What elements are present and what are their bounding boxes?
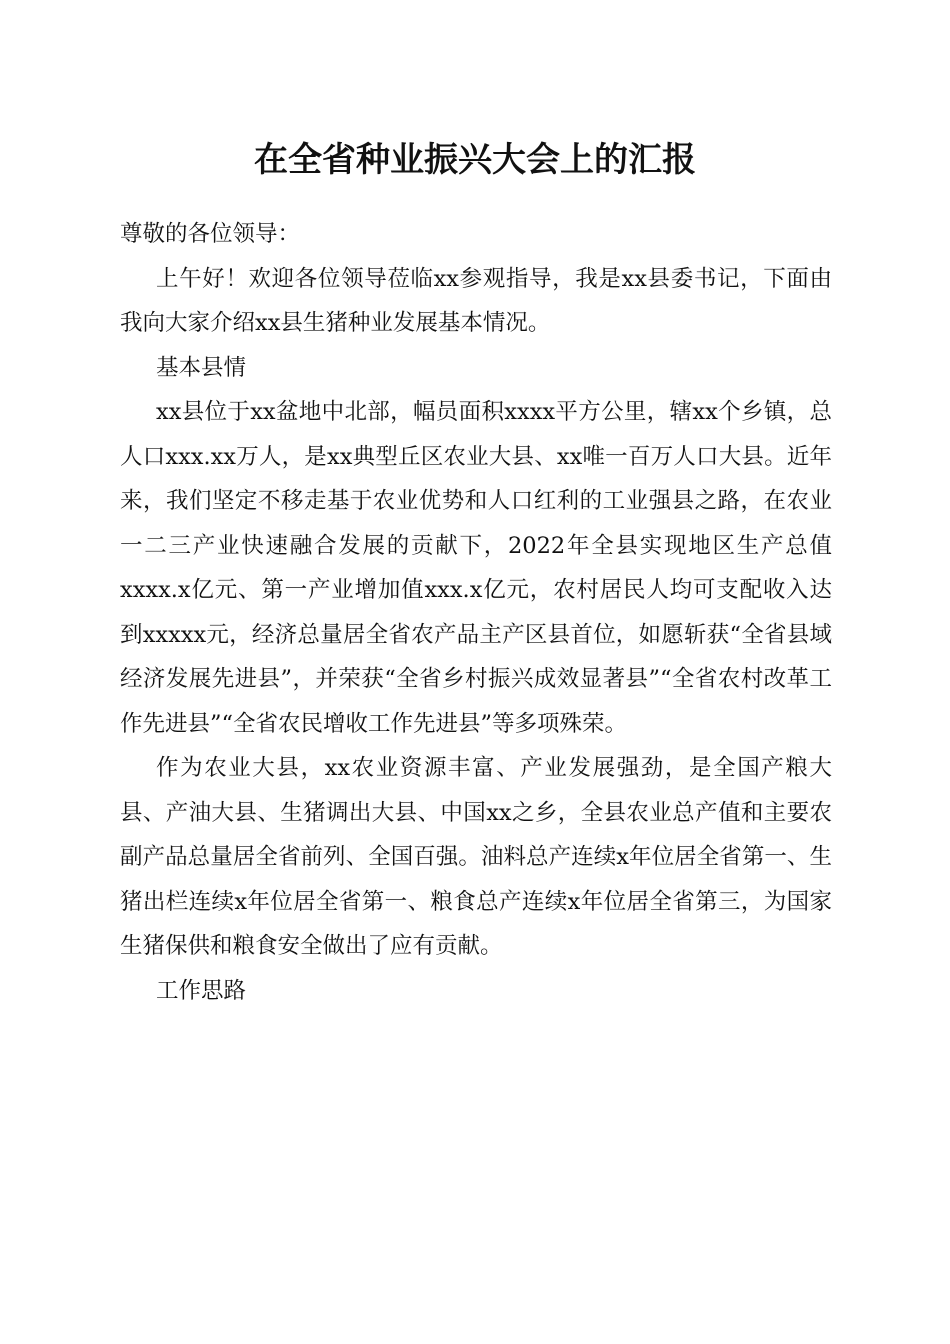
paragraph-agriculture: 作为农业大县，xx农业资源丰富、产业发展强劲，是全国产粮大县、产油大县、生猪调出大县、中国xx之乡，全县农业总产值和主要农副产品总量居全省前列、全国百强。油料总产连续x年位居全省第一、生猪出栏连续x年位居全省第一、粮食总产连续x年位居全省第三，为国家生猪保供和粮食安全做出了应有贡献。	[120, 755, 832, 959]
section-heading-basic-info: 基本县情	[156, 354, 247, 381]
document-body	[120, 212, 832, 1013]
salutation: 尊敬的各位领导：	[120, 221, 301, 247]
paragraph-county-overview: xx县位于xx盆地中北部，幅员面积xxxx平方公里，辖xx个乡镇，总人口xxx.xx万人，是xx典型丘区农业大县、xx唯一百万人口大县。近年来，我们坚定不移走基于农业优势和人口红利的工业强县之路，在农业一二三产业快速融合发展的贡献下，2022年全县实现地区生产总值xxxx.x亿元、第一产业增加值xxx.x亿元，农村居民人均可支配收入达到xxxxx元，经济总量居全省农产品主产区县首位，如愿斩获“全省县域经济发展先进县”，并荣获“全省乡村振兴成效显著县”“全省农村改革工作先进县”“全省农民增收工作先进县”等多项殊荣。	[120, 399, 832, 737]
document-title: 在全省种业振兴大会上的汇报	[254, 140, 696, 180]
section-heading-work-approach: 工作思路	[156, 977, 247, 1004]
paragraph-greeting: 上午好！欢迎各位领导莅临xx参观指导，我是xx县委书记，下面由我向大家介绍xx县生猪种业发展基本情况。	[120, 265, 832, 336]
